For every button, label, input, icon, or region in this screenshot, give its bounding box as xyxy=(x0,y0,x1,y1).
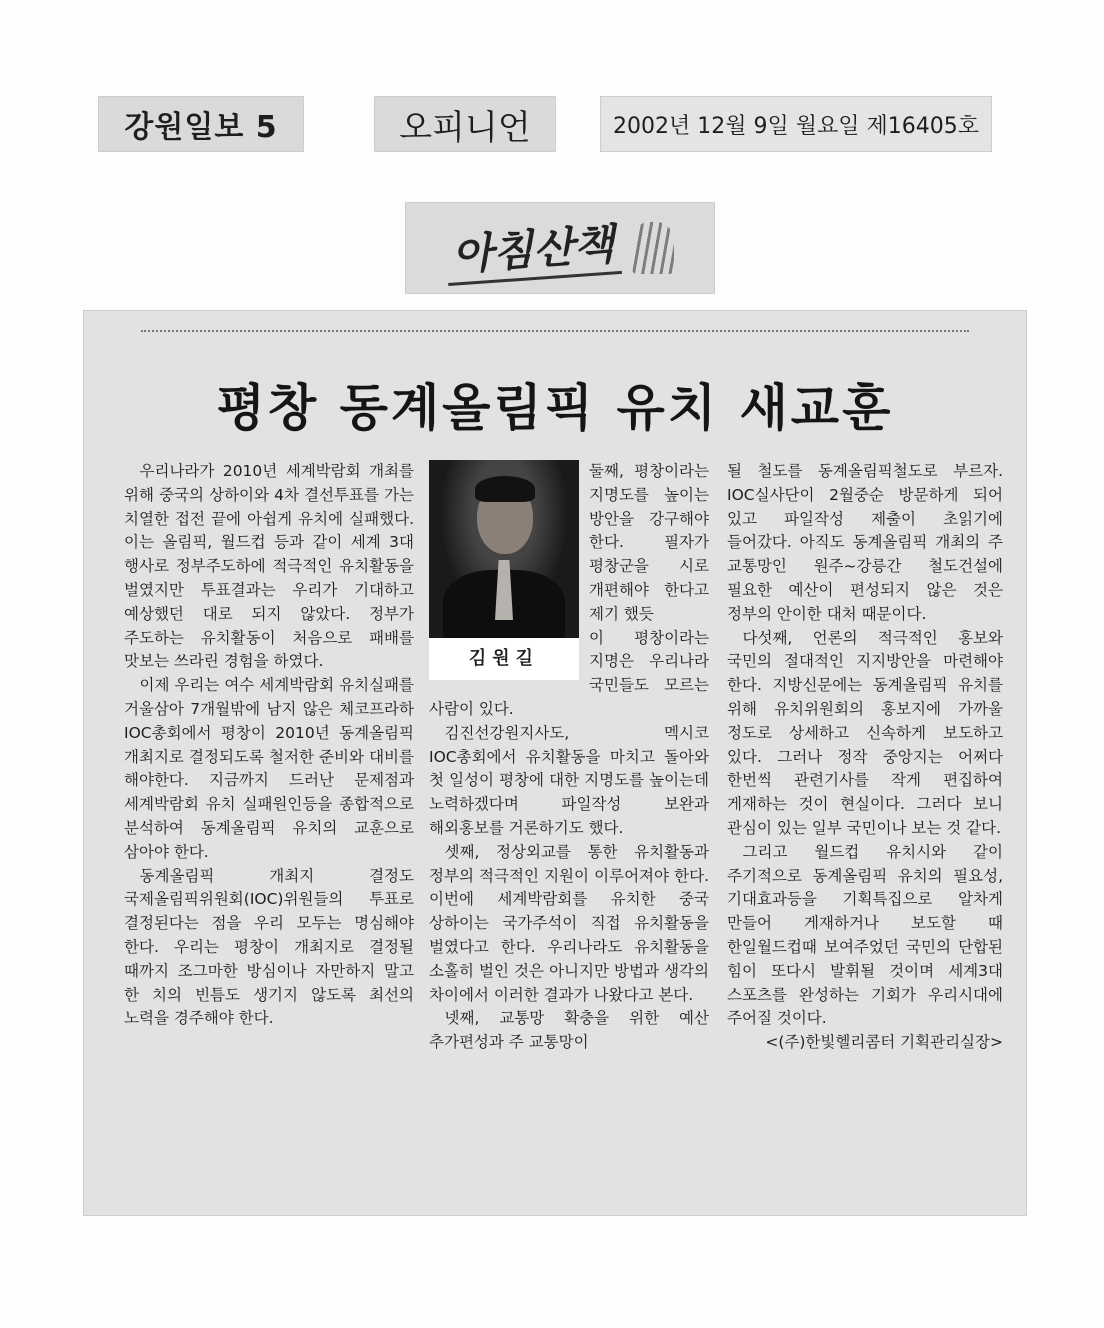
section-name: 오피니언 xyxy=(399,107,531,148)
author-name: 김원길 xyxy=(468,648,540,670)
article-column-2 xyxy=(429,460,709,1055)
paragraph: 김진선강원지사도, 멕시코 IOC총회에서 유치활동을 마치고 돌아와 첫 일성이 평창에 대한 지명도를 높이는데 노력하겠다며 파일작성 보완과 해외홍보를 거론하기도 했다. xyxy=(429,723,709,837)
section-name-clip xyxy=(374,96,556,152)
author-photo xyxy=(429,460,579,680)
paragraph: 다섯째, 언론의 적극적인 홍보와 국민의 절대적인 지지방안을 마련해야 한다. 지방신문에는 동계올림픽 유치를 위해 유치위원회의 홍보지에 가까울 정도로 상세하고 신속하게 보도하고 있다. 그러나 정작 중앙지는 어쩌다 한번씩 관련기사를 작게 편집하여 게재하는 것이 현실이다. 그러다 보니 관심이 있는 일부 국민이나 보는 것 같다. xyxy=(727,628,1003,837)
paragraph: 이제 우리는 여수 세계박람회 유치실패를 거울삼아 7개월밖에 남지 않은 체코프라하 IOC총회에서 평창이 2010년 동계올림픽 개최지로 결정되도록 철저한 준비와 대비를 해야한다. 지금까지 드러난 문제점과 세계박람회 유치 실패원인등을 종합적으로 분석하여 동계올림픽 유치의 교훈으로 삼아야 한다. xyxy=(124,676,414,861)
article-column-1 xyxy=(124,460,414,1031)
dateline-clip xyxy=(600,96,992,152)
paragraph: 될 철도를 동계올림픽철도로 부르자. IOC실사단이 2월중순 방문하게 되어 있고 파일작성 제출이 초읽기에 들어갔다. 아직도 동계올림픽 개최의 주 교통망인 원주~강릉간 철도건설에 필요한 예산이 편성되지 않은 것은 정부의 안이한 대처 때문이다. xyxy=(727,462,1003,623)
paragraph: 셋째, 정상외교를 통한 유치활동과 정부의 적극적인 지원이 이루어져야 한다. 이번에 세계박람회를 유치한 중국 상하이는 국가주석이 직접 유치활동을 벌였다고 한다. 우리나라도 유치활동을 소홀히 벌인 것은 아니지만 방법과 생각의 차이에서 이러한 결과가 나왔다고 본다. xyxy=(429,842,709,1004)
newspaper-name-clip xyxy=(98,96,304,152)
dateline: 2002년 12월 9일 월요일 제16405호 xyxy=(613,113,979,139)
paragraph: 그리고 월드컵 유치시와 같이 주기적으로 동계올림픽 유치의 필요성, 기대효과등을 기획특집으로 알차게 만들어 게재하거나 보도할 때 한일월드컵때 보여주었던 국민의 단합된 힘이 또다시 발휘될 것이며 세계3대 스포츠를 완성하는 기회가 우리시대에 주어질 것이다. xyxy=(727,842,1003,1028)
paragraph: 우리나라가 2010년 세계박람회 개최를 위해 중국의 상하이와 4차 결선투표를 가는 치열한 접전 끝에 아쉽게 유치에 실패했다. 이는 올림픽, 월드컵 등과 같이 세계 3대 행사로 정부주도하에 적극적인 유치활동을 벌였지만 투표결과는 우리가 기대하고 예상했던 대로 되지 않았다. 정부가 주도하는 유치활동이 처음으로 패배를 맛보는 쓰라린 경험을 하였다. xyxy=(124,462,414,671)
article-headline: 평창 동계올림픽 유치 새교훈 xyxy=(216,379,894,437)
paragraph: 동계올림픽 개최지 결정도 국제올림픽위원회(IOC)위원들의 투표로 결정된다는 점을 우리 모두는 명심해야 한다. 우리는 평창이 개최지로 결정될 때까지 조그마한 방심이나 자만하지 말고 한 치의 빈틈도 생기지 않도록 최선의 노력을 경주해야 한다. xyxy=(124,866,414,1028)
article-column-3 xyxy=(727,460,1003,1055)
column-logo-text: 아침산책 xyxy=(444,210,622,285)
column-logo xyxy=(405,202,715,294)
article-clip xyxy=(83,310,1027,1216)
author-portrait-image xyxy=(429,460,579,638)
dotted-divider xyxy=(141,330,969,332)
column-logo-mark-icon xyxy=(632,222,674,274)
paragraph: 둘째, 평창이라는 지명도를 높이는 방안을 강구해야 한다. 필자가 평창군을 시로 개편해야 한다고 제기 했듯 xyxy=(589,462,709,623)
newspaper-name: 강원일보 5 xyxy=(124,110,278,145)
paragraph: 넷째, 교통망 확충을 위한 예산 추가편성과 주 교통망이 xyxy=(429,1009,709,1052)
author-byline: <(주)한빛헬리콤터 기획관리실장> xyxy=(765,1033,1003,1052)
paragraph: 이 평창이라는 지명은 우리나라 국민들도 모르는 사람이 있다. xyxy=(429,628,709,718)
